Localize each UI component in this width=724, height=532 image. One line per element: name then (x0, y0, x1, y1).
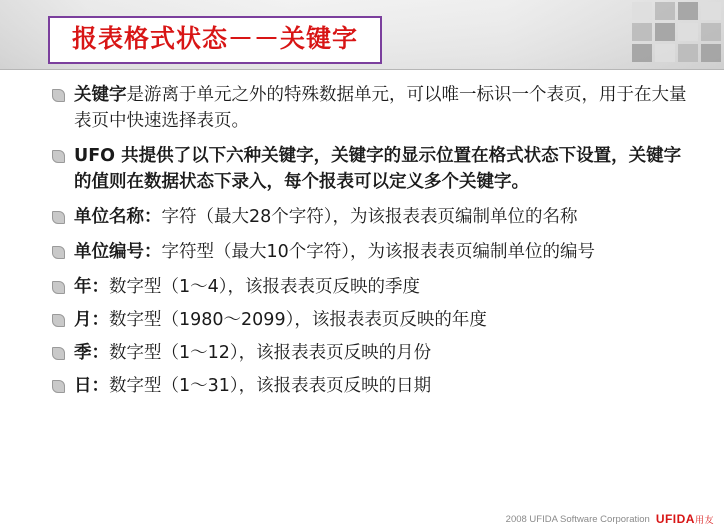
brand-logo (656, 512, 714, 526)
list-item-text (74, 143, 692, 195)
list-item-text (74, 373, 692, 399)
list-item-text (74, 307, 692, 333)
list-item-lead: 季： (74, 343, 109, 363)
footer (506, 512, 714, 526)
list-item-text (74, 82, 692, 134)
list-item-lead: 单位名称： (74, 207, 162, 227)
copyright-text: 2008 UFIDA Software Corporation (505, 513, 650, 525)
bullet-marker-icon (52, 211, 65, 224)
list-item-lead: 日： (74, 376, 109, 396)
list-item (52, 373, 692, 399)
list-item-rest: 字符型（最大10个字符），为该报表表页编制单位的编号 (161, 242, 596, 262)
list-item-text (74, 274, 692, 300)
bullet-marker-icon (52, 314, 65, 327)
list-item-rest: 是游离于单元之外的特殊数据单元，可以唯一标识一个表页，用于在大量表页中快速选择表页。 (74, 85, 687, 131)
page-title-box (48, 16, 382, 64)
list-item-rest: 数字型（1～31），该报表表页反映的日期 (109, 376, 432, 396)
list-item-lead: 月： (74, 310, 109, 330)
brand-logo-latin: UFIDA (655, 512, 695, 526)
list-item-lead: 年： (74, 277, 109, 297)
bullet-marker-icon (52, 89, 65, 102)
bullet-marker-icon (52, 150, 65, 163)
bullet-marker-icon (52, 281, 65, 294)
bullet-marker-icon (52, 380, 65, 393)
list-item (52, 239, 692, 265)
list-item-rest: UFO 共提供了以下六种关键字，关键字的显示位置在格式状态下设置，关键字的值则在数据状态下录入，每个报表可以定义多个关键字。 (74, 146, 682, 192)
list-item-text (74, 340, 692, 366)
list-item (52, 340, 692, 366)
list-item (52, 82, 692, 134)
list-item-lead: 关键字 (74, 85, 127, 105)
list-item-rest: 字符（最大28个字符），为该报表表页编制单位的名称 (161, 207, 578, 227)
list-item-lead: 单位编号： (74, 242, 162, 262)
list-item (52, 143, 692, 195)
list-item-rest: 数字型（1980～2099），该报表表页反映的年度 (109, 310, 487, 330)
list-item-text (74, 239, 692, 265)
page-title: 报表格式状态－－关键字 (72, 24, 359, 53)
list-item-rest: 数字型（1～4），该报表表页反映的季度 (109, 277, 421, 297)
bullet-marker-icon (52, 347, 65, 360)
list-item-rest: 数字型（1～12），该报表表页反映的月份 (109, 343, 432, 363)
bullet-marker-icon (52, 246, 65, 259)
bullet-list (52, 82, 692, 406)
list-item-text (74, 204, 692, 230)
brand-logo-cn: 用友 (694, 516, 714, 526)
list-item (52, 274, 692, 300)
header-divider (0, 69, 724, 70)
decorative-grid-icon (628, 0, 724, 70)
list-item (52, 204, 692, 230)
list-item (52, 307, 692, 333)
